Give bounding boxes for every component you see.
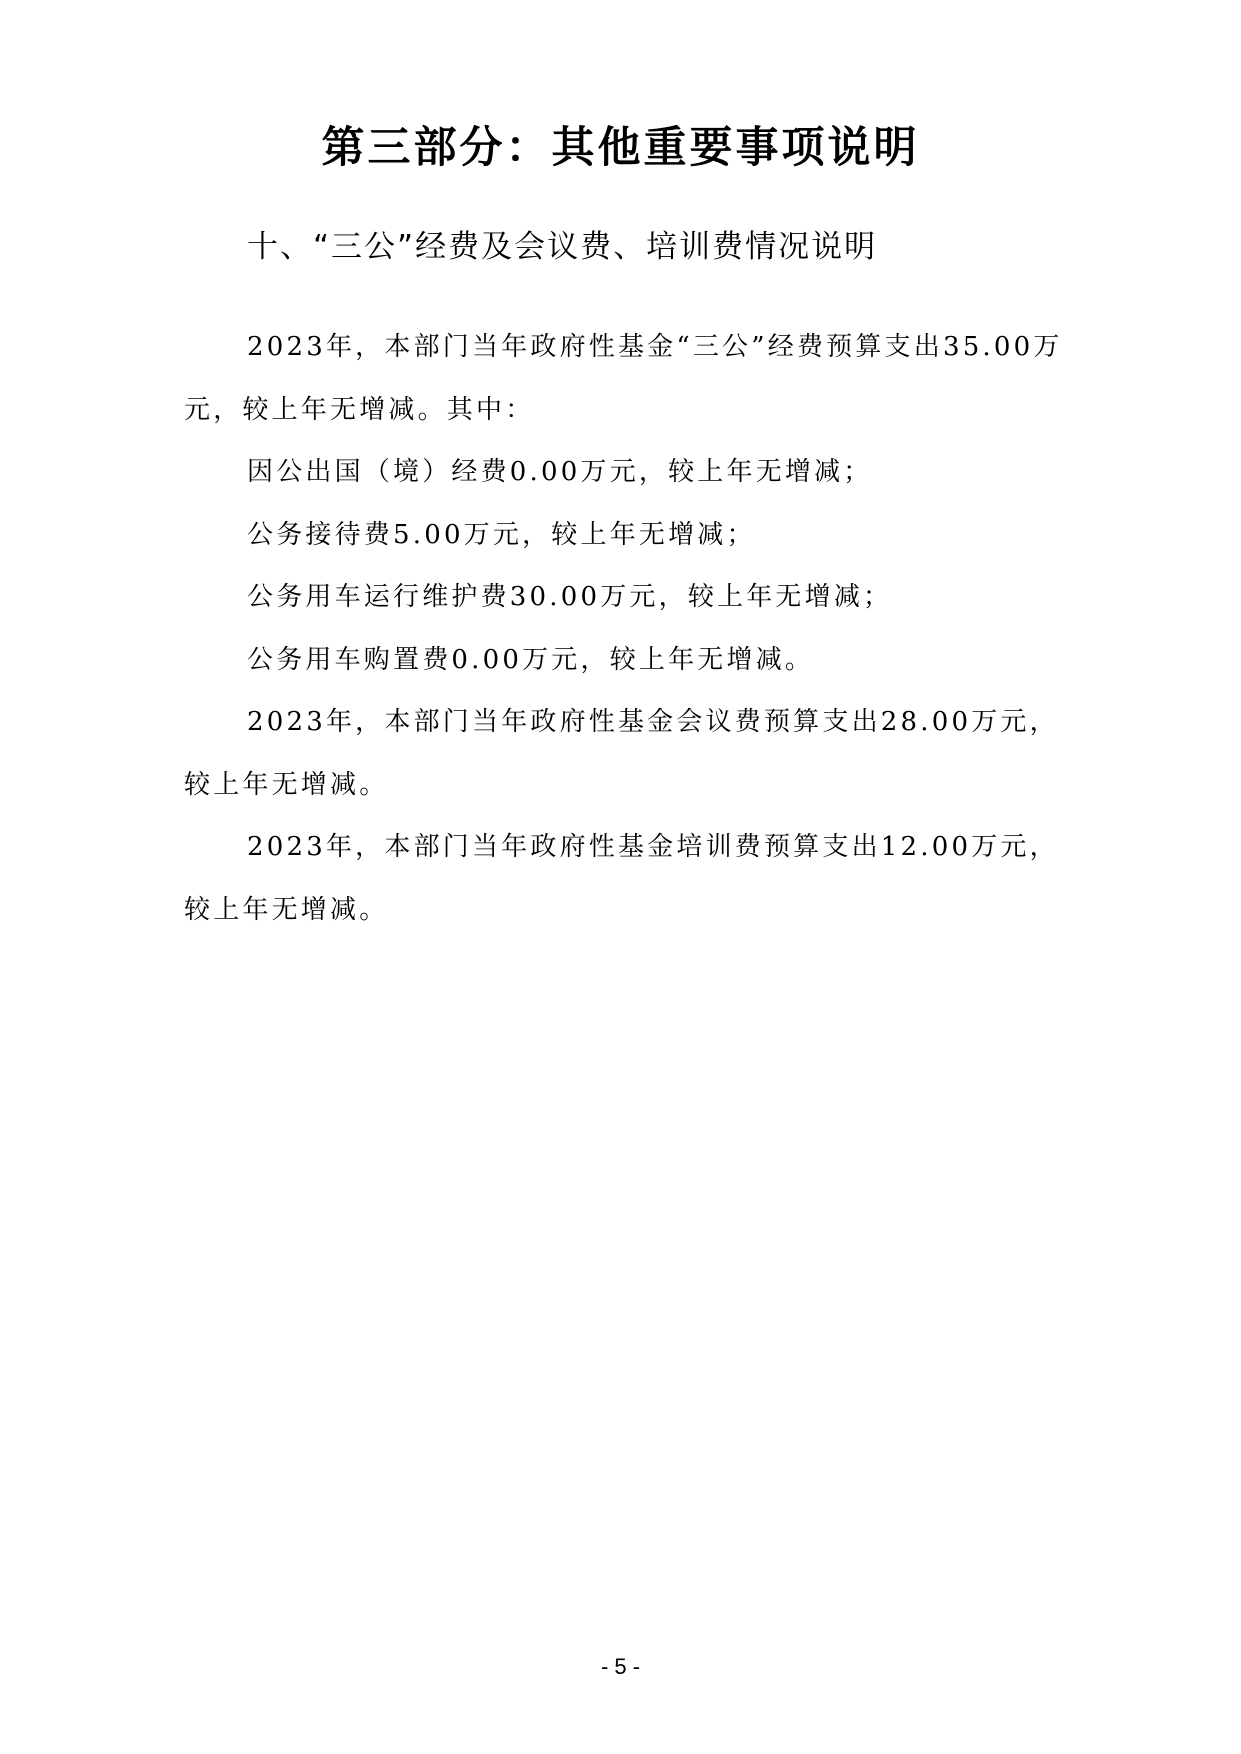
paragraph-vehicle-operation: 公务用车运行维护费30.00万元，较上年无增减； <box>247 582 893 612</box>
paragraph-overseas-travel: 因公出国（境）经费0.00万元，较上年无增减； <box>247 457 873 487</box>
paragraph-meeting-fee: 2023年，本部门当年政府性基金会议费预算支出28.00万元，较上年无增减。 <box>184 707 1059 800</box>
paragraph-vehicle-purchase: 公务用车购置费0.00万元，较上年无增减。 <box>247 644 815 675</box>
paragraph-training-fee: 2023年，本部门当年政府性基金培训费预算支出12.00万元，较上年无增减。 <box>184 832 1059 925</box>
paragraph-reception: 公务接待费5.00万元，较上年无增减； <box>247 519 756 550</box>
document-body <box>184 316 1074 941</box>
paragraph-three-public-total: 2023年，本部门当年政府性基金“三公”经费预算支出35.00万元，较上年无增减。其中： <box>184 332 1063 425</box>
section-heading: 十、“三公”经费及会议费、培训费情况说明 <box>247 229 878 265</box>
page-number: - 5 - <box>600 1654 641 1679</box>
page-title: 第三部分：其他重要事项说明 <box>321 123 920 173</box>
